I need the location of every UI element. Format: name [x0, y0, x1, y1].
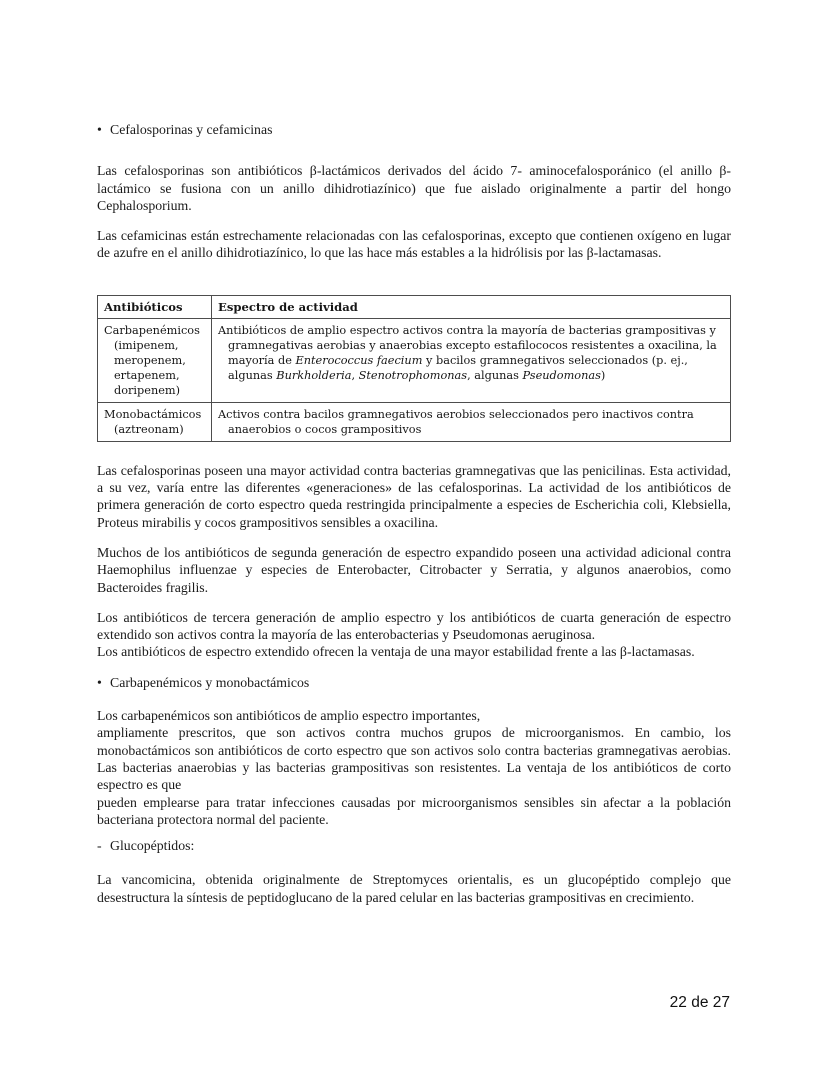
heading-carbapenemicos: [97, 674, 731, 691]
page-number: 22 de 27: [669, 994, 730, 1011]
paragraph-carbapenemicos-2: ampliamente prescritos, que son activos contra muchos grupos de microorganismos. En cambio, los monobactámicos son antibióticos de corto espectro que son activos solo contra bacterias gramnegativas aerobias. Las bacterias anaerobias y las bacterias grampositivas son resistentes. La ventaja de los antibióticos de corto espectro es que: [97, 725, 731, 793]
cell-spectrum-monobactamicos: Activos contra bacilos gramnegativos aerobios seleccionados pero inactivos contra anaerobios o cocos grampositivos: [212, 402, 731, 441]
paragraph-generaciones: Las cefalosporinas poseen una mayor actividad contra bacterias gramnegativas que las penicilinas. Esta actividad, a su vez, varía entre las diferentes «generaciones» de las cefalosporinas. La actividad de los antibióticos de primera generación de corto espectro queda restringida principalmente a especies de Escherichia coli, Klebsiella, Proteus mirabilis y cocos grampositivos sensibles a oxacilina.: [97, 462, 731, 530]
heading-carbapenemicos-label: Carbapenémicos y monobactámicos: [110, 674, 310, 690]
table-row-monobactamicos: [98, 402, 731, 441]
heading-cefalosporinas: [97, 121, 731, 138]
paragraph-tercera-generacion: Los antibióticos de tercera generación de amplio espectro y los antibióticos de cuarta generación de espectro extendido son activos contra la mayoría de las enterobacterias y Pseudomonas aeruginosa.: [97, 609, 731, 643]
column-header-antibioticos: Antibióticos: [98, 295, 212, 318]
paragraph-espectro-extendido: Los antibióticos de espectro extendido ofrecen la ventaja de una mayor estabilidad frente a las β-lactamasas.: [97, 644, 695, 660]
paragraph-vancomicina: La vancomicina, obtenida originalmente de Streptomyces orientalis, es un glucopéptido complejo que desestructura la síntesis de peptidoglucano de la pared celular en las bacterias grampositivas en crecimiento.: [97, 872, 731, 905]
column-header-espectro: Espectro de actividad: [212, 295, 731, 318]
page-content: [97, 121, 731, 919]
cell-antibiotic-carbapenemicos: Carbapenémicos (imipenem, meropenem, ertapenem, doripenem): [98, 318, 212, 402]
cell-spectrum-carbapenemicos: Antibióticos de amplio espectro activos contra la mayoría de bacterias grampositivas y gramnegativas aerobias y anaerobias excepto estafilococos resistentes a oxacilina, la mayoría de Enterococcus faecium y bacilos gramnegativos seleccionados (p. ej., algunas Burkholderia, Stenotrophomonas, algunas Pseudomonas): [212, 318, 731, 402]
heading-glucopeptidos-label: Glucopéptidos:: [110, 838, 195, 854]
bullet-dot-marker: •: [97, 674, 102, 690]
cell-antibiotic-monobactamicos: Monobactámicos (aztreonam): [98, 402, 212, 441]
paragraph-segunda-generacion: Muchos de los antibióticos de segunda generación de espectro expandido poseen una actividad adicional contra Haemophilus influenzae y especies de Enterobacter, Citrobacter y Serratia, y algunos anaerobios, como Bacteroides fragilis.: [97, 544, 731, 595]
paragraph-cefamicinas: Las cefamicinas están estrechamente relacionadas con las cefalosporinas, excepto que contienen oxígeno en lugar de azufre en el anillo dihidrotiazínico, lo que las hace más estables a la hidrólisis por las β-lactamasas.: [97, 228, 731, 261]
paragraph-group-carbapenemicos: [97, 707, 731, 828]
table-header-row: [98, 295, 731, 318]
paragraph-cefalosporinas: Las cefalosporinas son antibióticos β-lactámicos derivados del ácido 7- aminocefalosporánico (el anillo β-lactámico se fusiona con un anillo dihidrotiazínico) que fue aislado originalmente a partir del hongo Cephalosporium.: [97, 163, 731, 213]
bullet-dot-marker: •: [97, 122, 102, 137]
heading-glucopeptidos: [97, 837, 731, 854]
table-row-carbapenemicos: [98, 318, 731, 402]
antibiotics-table: [97, 295, 731, 442]
heading-cefalosporinas-label: Cefalosporinas y cefamicinas: [110, 122, 273, 137]
paragraph-group-tercera: [97, 609, 731, 661]
paragraph-carbapenemicos-3: pueden emplearse para tratar infecciones causadas por microorganismos sensibles sin afectar a la población bacteriana protectora normal del paciente.: [97, 794, 731, 827]
paragraph-carbapenemicos-1: Los carbapenémicos son antibióticos de amplio espectro importantes,: [97, 708, 481, 724]
dash-marker: -: [97, 838, 102, 854]
